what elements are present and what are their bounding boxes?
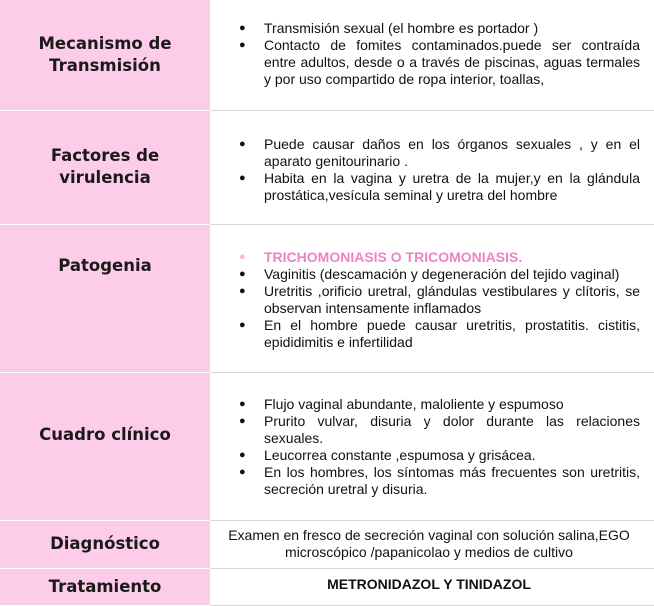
list-item: ● Flujo vaginal abundante, maloliente y espumoso — [264, 396, 640, 413]
row-label-diagnostico: Diagnóstico — [0, 520, 210, 568]
list-item: ● Habita en la vagina y uretra de la mujer,y en la glándula prostática,vesícula seminal y uretra del hombre — [264, 170, 640, 204]
row-diagnostico — [0, 520, 654, 568]
list-item: ● Puede causar daños en los órganos sexuales , y en el aparato genitourinario . — [264, 136, 640, 170]
list-item: ● Vaginitis (descamación y degeneración del tejido vaginal) — [264, 266, 640, 283]
row-mecanismo — [0, 0, 654, 110]
row-label-cuadro: Cuadro clínico — [0, 372, 210, 520]
row-label-factores: Factores de virulencia — [0, 110, 210, 224]
row-label-tratamiento: Tratamiento — [0, 568, 210, 605]
list-item: ● Uretritis ,orificio uretral, glándulas vestibulares y clítoris, se observan intensamente inflamados — [264, 283, 640, 317]
row-cuadro — [0, 372, 654, 520]
row-tratamiento — [0, 568, 654, 605]
list-item: ● Prurito vulvar, disuria y dolor durante las relaciones sexuales. — [264, 413, 640, 447]
list-item: ● Contacto de fomites contaminados.puede ser contraída entre adultos, desde o a través de piscinas, aguas termales y por uso compartido de ropa interior, toallas, — [264, 37, 640, 88]
bullet-list — [218, 136, 640, 204]
row-factores — [0, 110, 654, 224]
row-label-patogenia: Patogenia — [0, 224, 210, 372]
row-content-tratamiento: METRONIDAZOL Y TINIDAZOL — [210, 568, 654, 605]
row-content-mecanismo — [210, 0, 654, 110]
bullet-list — [218, 20, 640, 88]
row-content-diagnostico: Examen en fresco de secreción vaginal con solución salina,EGO microscópico /papanicolao y medios de cultivo — [210, 520, 654, 568]
row-content-cuadro — [210, 372, 654, 520]
list-item: ● Leucorrea constante ,espumosa y grisácea. — [264, 447, 640, 464]
row-content-factores — [210, 110, 654, 224]
row-content-patogenia — [210, 224, 654, 372]
bullet-list — [218, 249, 640, 351]
row-label-mecanismo: Mecanismo de Transmisión — [0, 0, 210, 110]
list-item: ● Transmisión sexual (el hombre es portador ) — [264, 20, 640, 37]
list-item: ● En los hombres, los síntomas más frecuentes son uretritis, secreción uretral y disuria. — [264, 464, 640, 498]
list-item: ● En el hombre puede causar uretritis, prostatitis. cistitis, epididimitis e infertilidad — [264, 317, 640, 351]
highlight-item: ● TRICHOMONIASIS O TRICOMONIASIS. — [264, 249, 640, 266]
row-patogenia — [0, 224, 654, 372]
bullet-list — [218, 396, 640, 498]
